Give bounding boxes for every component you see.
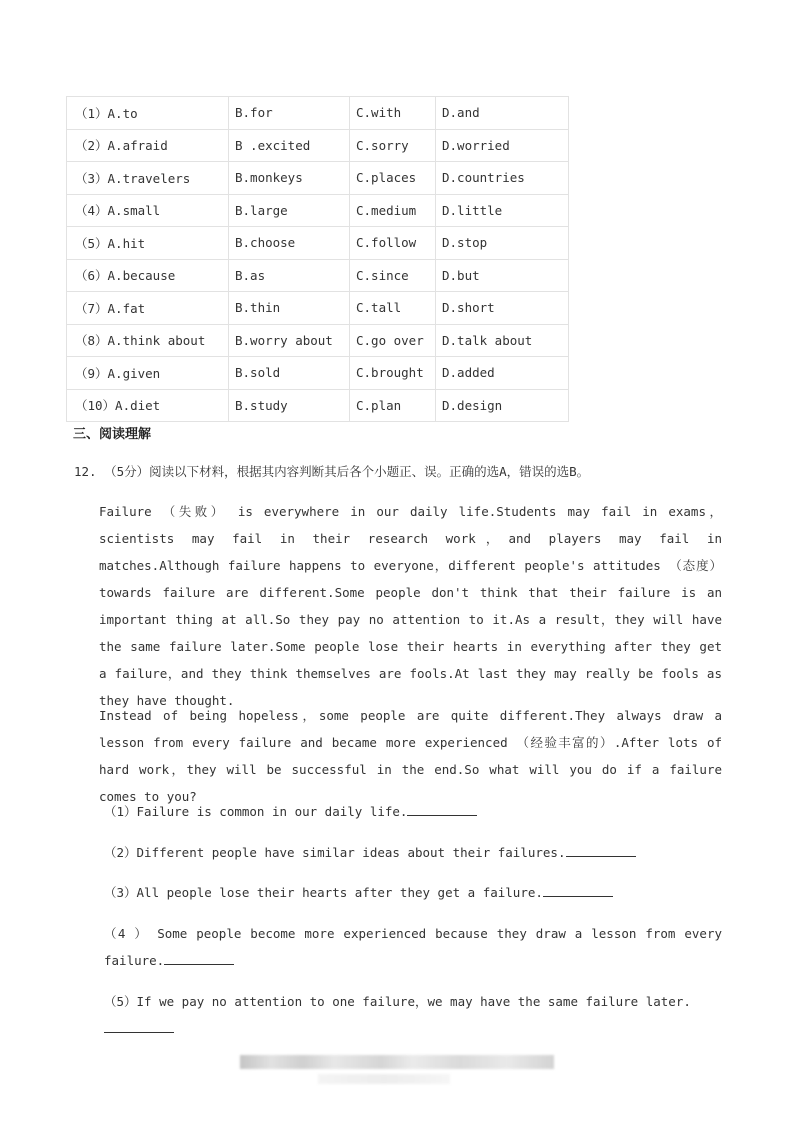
answer-blank[interactable] (164, 950, 234, 965)
statement-text: （3）All people lose their hearts after they get a failure. (104, 885, 543, 900)
option-cell: （4）A.small (67, 194, 229, 227)
option-cell: C.go over (350, 324, 436, 357)
options-row (67, 259, 569, 292)
section-title: 三、阅读理解 (73, 427, 152, 442)
options-row (67, 292, 569, 325)
option-cell: D.countries (436, 162, 569, 195)
option-cell: （1）A.to (67, 97, 229, 130)
option-cell: （5）A.hit (67, 227, 229, 260)
statement-3 (104, 879, 722, 906)
option-cell: C.follow (350, 227, 436, 260)
option-cell: （9）A.given (67, 357, 229, 390)
option-cell: C.since (350, 259, 436, 292)
statement-2 (104, 839, 722, 866)
option-cell: B .excited (229, 129, 350, 162)
option-cell: C.medium (350, 194, 436, 227)
option-cell: D.but (436, 259, 569, 292)
option-cell: D.added (436, 357, 569, 390)
statement-5 (104, 988, 722, 1042)
statement-text: （1）Failure is common in our daily life. (104, 804, 408, 819)
option-cell: D.worried (436, 129, 569, 162)
option-cell: C.with (350, 97, 436, 130)
blurred-footer-secondary (318, 1074, 450, 1084)
option-cell: B.thin (229, 292, 350, 325)
options-row (67, 97, 569, 130)
answer-blank[interactable] (407, 801, 477, 816)
option-cell: C.sorry (350, 129, 436, 162)
passage-paragraph-2: Instead of being hopeless，some people are quite different.They always draw a lesson from every failure and became more experienced （经验丰富的）.After lots of hard work，they will be successful in the end.So what will you do if a failure comes to you? (99, 708, 722, 804)
option-cell: D.little (436, 194, 569, 227)
option-cell: B.choose (229, 227, 350, 260)
option-cell: B.worry about (229, 324, 350, 357)
statement-text: （2）Different people have similar ideas about their failures. (104, 845, 566, 860)
options-row (67, 324, 569, 357)
statement-4 (104, 920, 722, 974)
option-cell: （6）A.because (67, 259, 229, 292)
option-cell: （3）A.travelers (67, 162, 229, 195)
option-cell: B.sold (229, 357, 350, 390)
options-row (67, 194, 569, 227)
options-row (67, 162, 569, 195)
option-cell: C.places (350, 162, 436, 195)
options-row (67, 357, 569, 390)
option-cell: B.monkeys (229, 162, 350, 195)
passage-paragraph-1: Failure （失败） is everywhere in our daily life.Students may fail in exams，scientists may fail in their research work，and players may fail in matches.Although failure happens to everyone，different people's attitudes （态度） towards failure are different.Some people don't think that their failure is an important thing at all.So they pay no attention to it.As a result，they will have the same failure later.Some people lose their hearts in everything after they get a failure，and they think themselves are fools.At last they may really be fools as they have thought. (99, 504, 722, 708)
answer-blank[interactable] (543, 882, 613, 897)
question-header: 12. （5分）阅读以下材料，根据其内容判断其后各个小题正、误。正确的选A，错误的选B。 (74, 464, 590, 479)
option-cell: D.short (436, 292, 569, 325)
option-cell: （10）A.diet (67, 389, 229, 422)
option-cell: C.plan (350, 389, 436, 422)
option-cell: D.stop (436, 227, 569, 260)
option-cell: B.study (229, 389, 350, 422)
option-cell: （2）A.afraid (67, 129, 229, 162)
blurred-footer (240, 1055, 554, 1069)
option-cell: （7）A.fat (67, 292, 229, 325)
option-cell: D.talk about (436, 324, 569, 357)
answer-blank[interactable] (566, 842, 636, 857)
statement-text-line2: failure. (104, 953, 165, 968)
options-table (66, 96, 569, 422)
option-cell: C.tall (350, 292, 436, 325)
option-cell: B.large (229, 194, 350, 227)
statement-text-line1: （4 ） Some people become more experienced because they draw a lesson from every (104, 926, 722, 941)
option-cell: （8）A.think about (67, 324, 229, 357)
options-row (67, 227, 569, 260)
answer-blank[interactable] (104, 1018, 174, 1033)
statement-text: （5）If we pay no attention to one failure，we may have the same failure later. (104, 994, 691, 1009)
option-cell: D.design (436, 389, 569, 422)
statement-1 (104, 798, 722, 825)
option-cell: B.for (229, 97, 350, 130)
options-row (67, 389, 569, 422)
option-cell: B.as (229, 259, 350, 292)
option-cell: D.and (436, 97, 569, 130)
option-cell: C.brought (350, 357, 436, 390)
options-row (67, 129, 569, 162)
